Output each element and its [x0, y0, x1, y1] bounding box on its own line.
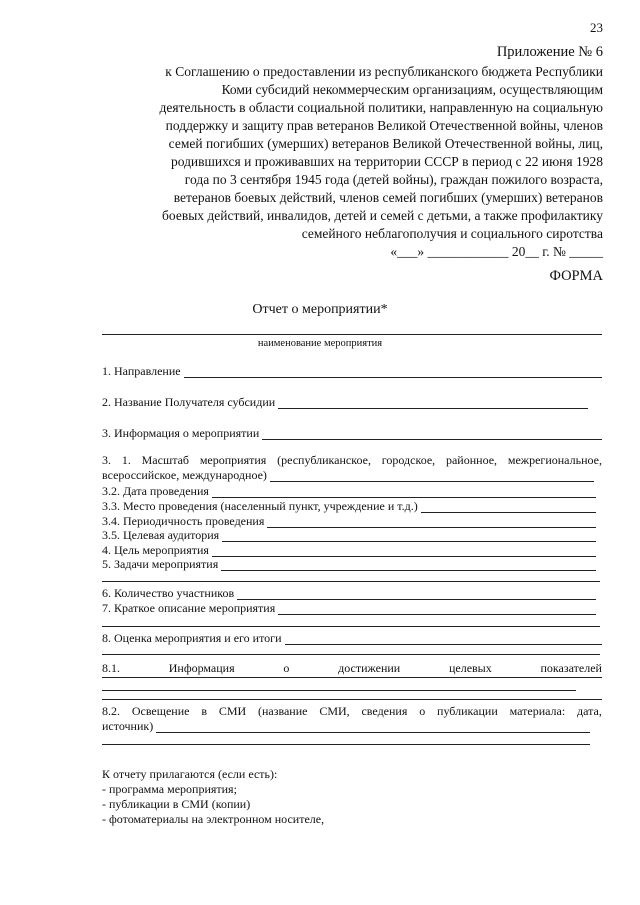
header-line: ветеранов боевых действий, членов семей погибших (умерших) ветеранов [173, 190, 603, 205]
field-goal [102, 543, 596, 557]
text-word: 8.2. [102, 704, 120, 718]
field-label: источник) [102, 719, 154, 733]
text-word: в [201, 704, 207, 718]
attachments-intro: К отчету прилагаются (если есть): [102, 767, 278, 781]
field-label: 1. Направление [102, 364, 181, 378]
agreement-date-number: «___» ____________ 20__ г. № _____ [390, 244, 603, 259]
field-input-line[interactable] [212, 545, 596, 557]
text-word: 8.1. [102, 661, 120, 675]
field-audience [102, 528, 596, 542]
field-input-line[interactable] [222, 530, 596, 542]
header-line: к Соглашению о предоставлении из республиканского бюджета Республики [165, 64, 603, 79]
text-word: дата, [577, 704, 602, 718]
header-line: года по 3 сентября 1945 года (детей войны), граждан пожилого возраста, [184, 172, 603, 187]
text-word: целевых [448, 661, 492, 675]
attachment-item: - публикации в СМИ (копии) [102, 797, 251, 811]
text-word: 3. [102, 453, 111, 467]
header-line: родившихся и проживавших на территории СССР в период с 22 июня 1928 [170, 154, 603, 169]
field-date [102, 484, 596, 498]
form-label: ФОРМА [549, 268, 603, 284]
field-input-line[interactable] [278, 603, 596, 615]
field-label: 3.2. Дата проведения [102, 484, 209, 498]
header-line: поддержку и защиту прав ветеранов Великой Отечественной войны, членов [165, 118, 603, 133]
media-continuation-line[interactable] [102, 744, 590, 745]
field-description [102, 601, 596, 615]
field-label: 2. Название Получателя субсидии [102, 395, 276, 409]
text-word: (название [257, 704, 308, 718]
field-place [102, 499, 596, 513]
field-input-line[interactable] [267, 516, 596, 528]
field-input-line[interactable] [221, 559, 596, 571]
field-input-line[interactable] [184, 366, 602, 378]
text-word: показателей [540, 661, 602, 675]
field-input-line[interactable] [212, 486, 596, 498]
field-input-line[interactable] [278, 397, 588, 409]
text-word: публикации [437, 704, 498, 718]
field-input-line[interactable] [237, 588, 596, 600]
attachment-item: - программа мероприятия; [102, 782, 237, 796]
header-line: семей погибших (умерших) ветеранов Великой Отечественной войны, лиц, [168, 136, 603, 151]
attachment-item: - фотоматериалы на электронном носителе, [102, 812, 325, 826]
field-media [102, 719, 590, 733]
header-line: семейного неблагополучия и социального сиротства [301, 226, 603, 241]
indicators-input-line[interactable] [102, 699, 602, 700]
text-word: материала: [509, 704, 566, 718]
header-line: боевых действий, инвалидов, детей и семей с детьми, а также профилактику [162, 208, 603, 223]
indicators-input-line[interactable] [102, 677, 602, 678]
text-word: 1. [121, 453, 131, 467]
page-number: 23 [590, 20, 603, 35]
field-label: 6. Количество участников [102, 586, 235, 600]
field-label: 3. Информация о мероприятии [102, 426, 260, 440]
field-indicators-line [102, 660, 602, 676]
text-word: районное, [445, 453, 498, 467]
text-word: (республиканское, [277, 453, 371, 467]
field-direction [102, 364, 602, 378]
field-media-line [102, 703, 602, 719]
field-event-info [102, 426, 602, 440]
field-label: 8. Оценка мероприятия и его итоги [102, 631, 282, 645]
field-label: 4. Цель мероприятия [102, 543, 209, 557]
text-word: Освещение [131, 704, 190, 718]
field-label: всероссийское, международное) [102, 468, 267, 482]
field-label: 3.3. Место проведения (населенный пункт, учреждение и т.д.) [102, 499, 418, 513]
text-word: городское, [381, 453, 436, 467]
field-scale-line [102, 452, 602, 468]
indicators-input-line[interactable] [102, 690, 576, 691]
header-line: деятельность в области социальной политики, направленную на социальную [159, 100, 603, 115]
field-input-line[interactable] [421, 501, 596, 513]
field-label: 3.4. Периодичность проведения [102, 514, 265, 528]
evaluation-continuation-line[interactable] [102, 654, 600, 655]
text-word: Масштаб [141, 453, 190, 467]
text-word: о [419, 704, 426, 718]
field-recipient [102, 395, 588, 409]
tasks-continuation-line[interactable] [102, 581, 600, 582]
text-word: СМИ, [319, 704, 350, 718]
field-input-line[interactable] [262, 428, 602, 440]
text-word: мероприятия [199, 453, 267, 467]
field-tasks [102, 557, 596, 571]
description-continuation-line[interactable] [102, 626, 600, 627]
appendix-title: Приложение № 6 [496, 44, 603, 60]
field-evaluation [102, 631, 602, 645]
field-participants [102, 586, 596, 600]
text-word: о [283, 661, 290, 675]
field-input-line[interactable] [285, 633, 602, 645]
report-title: Отчет о мероприятии* [252, 302, 388, 317]
field-label: 7. Краткое описание мероприятия [102, 601, 276, 615]
field-input-line[interactable] [156, 721, 590, 733]
field-label: 5. Задачи мероприятия [102, 557, 219, 571]
text-word: межрегиональное, [507, 453, 602, 467]
text-word: достижении [338, 661, 401, 675]
field-periodicity [102, 514, 596, 528]
text-word: сведения [361, 704, 408, 718]
text-word: Информация [168, 661, 235, 675]
event-name-caption: наименование мероприятия [257, 338, 383, 349]
event-name-line[interactable] [102, 334, 602, 335]
field-scale [102, 468, 594, 482]
header-line: Коми субсидий некоммерческим организациям, осуществляющим [221, 82, 603, 97]
text-word: СМИ [218, 704, 247, 718]
field-input-line[interactable] [270, 470, 594, 482]
field-label: 3.5. Целевая аудитория [102, 528, 220, 542]
